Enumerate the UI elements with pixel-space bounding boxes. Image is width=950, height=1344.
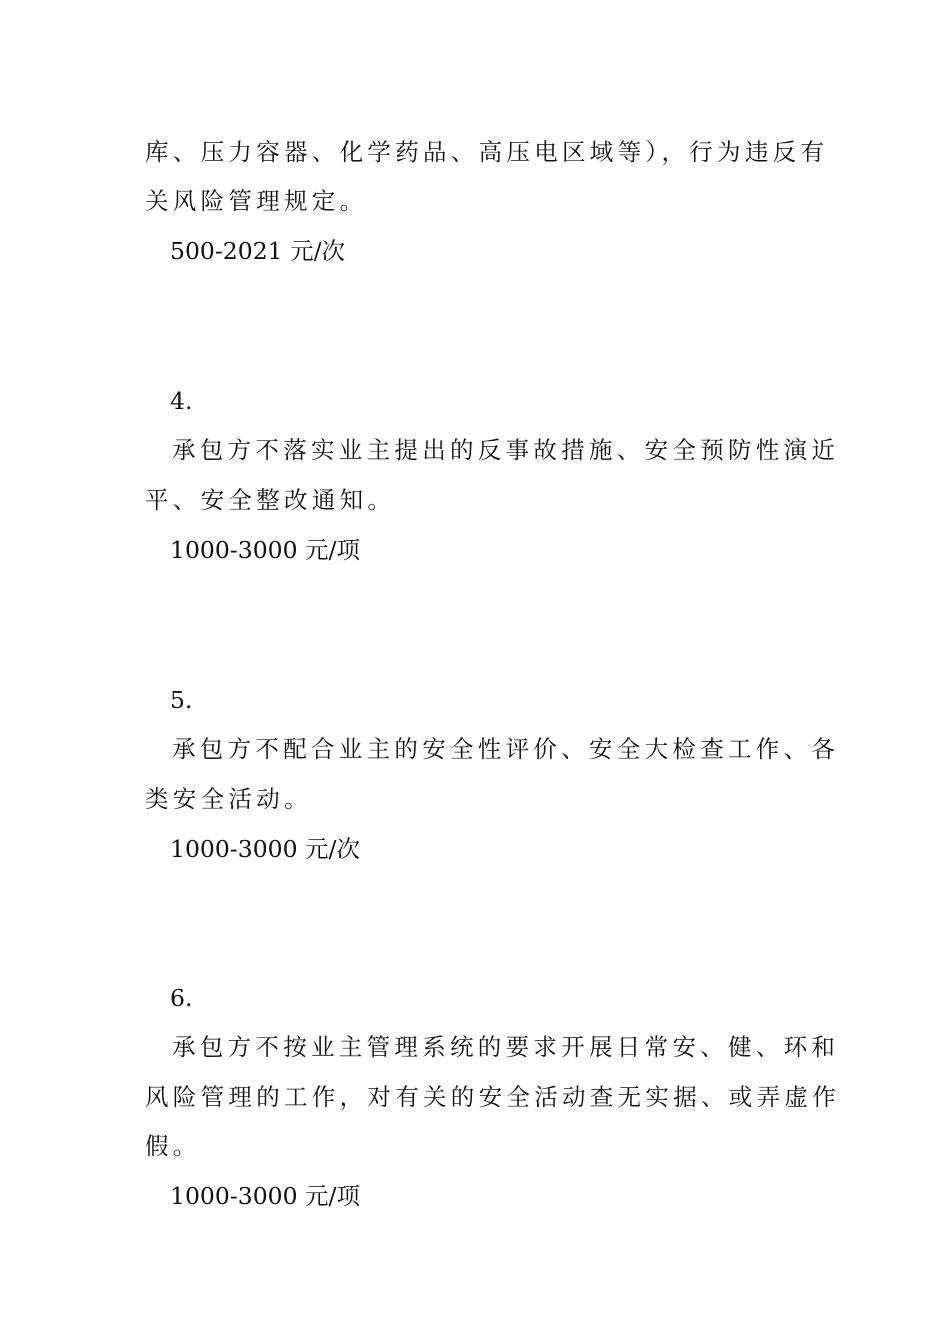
item6-text-line1: 承包方不按业主管理系统的要求开展日常安、健、环和 [172,1033,840,1061]
item5-text-line2: 类安全活动。 [145,785,312,813]
item6-amount: 1000-3000 元/项 [170,1182,360,1210]
item6-number: 6. [170,984,193,1012]
item5-number: 5. [170,686,193,714]
item4-text-line1: 承包方不落实业主提出的反事故措施、安全预防性演近 [172,436,840,464]
item4-number: 4. [170,387,193,415]
item3-amount: 500-2021 元/次 [170,237,345,265]
item6-text-line2: 风险管理的工作，对有关的安全活动查无实据、或弄虚作 [145,1083,840,1111]
item3-text-line2: 关风险管理规定。 [145,187,368,215]
item4-amount: 1000-3000 元/项 [170,536,360,564]
item4-text-line2: 平、安全整改通知。 [145,486,396,514]
item3-text-line1: 库、压力容器、化学药品、高压电区域等），行为违反有 [145,138,829,166]
item5-amount: 1000-3000 元/次 [170,835,360,863]
item5-text-line1: 承包方不配合业主的安全性评价、安全大检查工作、各 [172,735,840,763]
item6-text-line3: 假。 [145,1132,201,1160]
